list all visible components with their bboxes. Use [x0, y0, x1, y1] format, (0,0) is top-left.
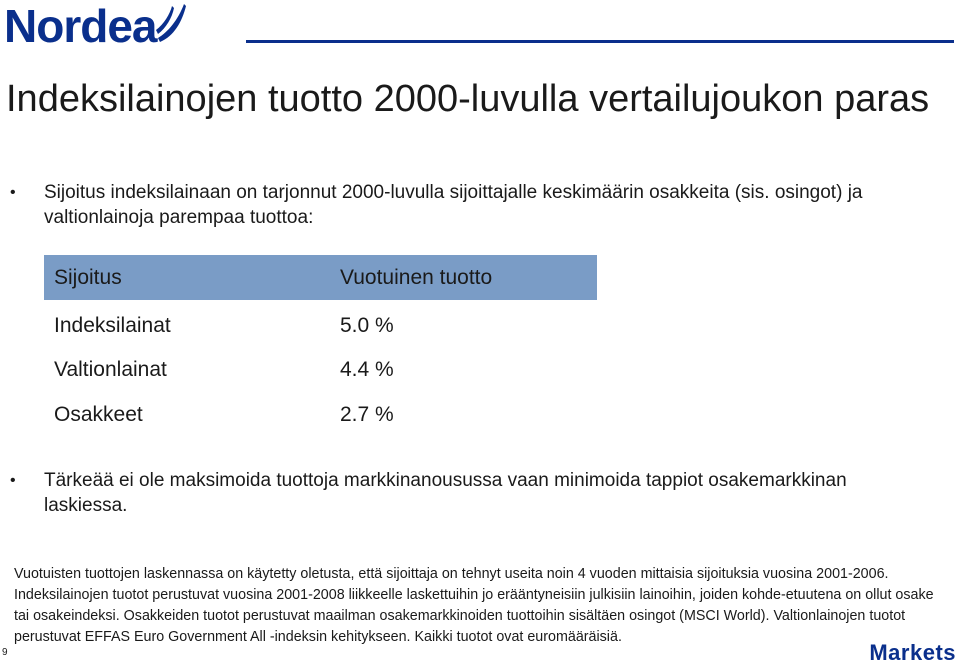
bullet-item	[10, 180, 910, 230]
header-rule	[246, 40, 954, 43]
bullet-dot-icon: •	[10, 184, 16, 201]
row-name: Valtionlainat	[54, 358, 167, 381]
table-header	[44, 255, 597, 300]
column-header-annual-return: Vuotuinen tuotto	[340, 265, 493, 289]
table-row	[54, 403, 554, 433]
bullet-text: Sijoitus indeksilainaan on tarjonnut 2000-luvulla sijoittajalle keskimäärin osakkeita (sis. osingot) ja valtionlainoja parempaa tuottoa:	[44, 182, 863, 228]
column-header-investment: Sijoitus	[54, 265, 122, 289]
row-value: 5.0 %	[340, 314, 394, 337]
sail-icon	[154, 2, 188, 46]
bullet-item	[10, 468, 910, 518]
page-title: Indeksilainojen tuotto 2000-luvulla vertailujoukon paras	[6, 78, 930, 120]
row-name: Indeksilainat	[54, 314, 171, 337]
row-value: 4.4 %	[340, 358, 394, 381]
nordea-logo	[4, 2, 188, 50]
table-row	[54, 358, 554, 388]
table-row	[54, 314, 554, 344]
footnote: Vuotuisten tuottojen laskennassa on käytetty oletusta, että sijoittaja on tehnyt useita noin 4 vuoden mittaisia sijoituksia vuosina 2001-2006. Indeksilainojen tuotot perustuvat vuosina 2001-2008 liikkeelle laskettuihin jo erääntyneisiin julkisiin lainoihin, joiden kohde-etuutena on ollut osake tai osakeindeksi. Osakkeiden tuotot perustuvat maailman osakemarkkinoiden tuottoihin sisältäen osingot (MSCI World). Valtionlainojen tuotot perustuvat EFFAS Euro Government All -indeksin kehitykseen. Kaikki tuotot ovat euromääräisiä.	[14, 566, 934, 645]
page-number: 9	[2, 647, 8, 658]
bullet-text: Tärkeää ei ole maksimoida tuottoja markkinanousussa vaan minimoida tappiot osakemarkkinan laskiessa.	[44, 470, 847, 516]
markets-label: Markets	[869, 640, 956, 665]
bullet-dot-icon: •	[10, 472, 16, 489]
logo-wordmark: Nordea	[4, 0, 157, 52]
row-name: Osakkeet	[54, 403, 143, 426]
row-value: 2.7 %	[340, 403, 394, 426]
